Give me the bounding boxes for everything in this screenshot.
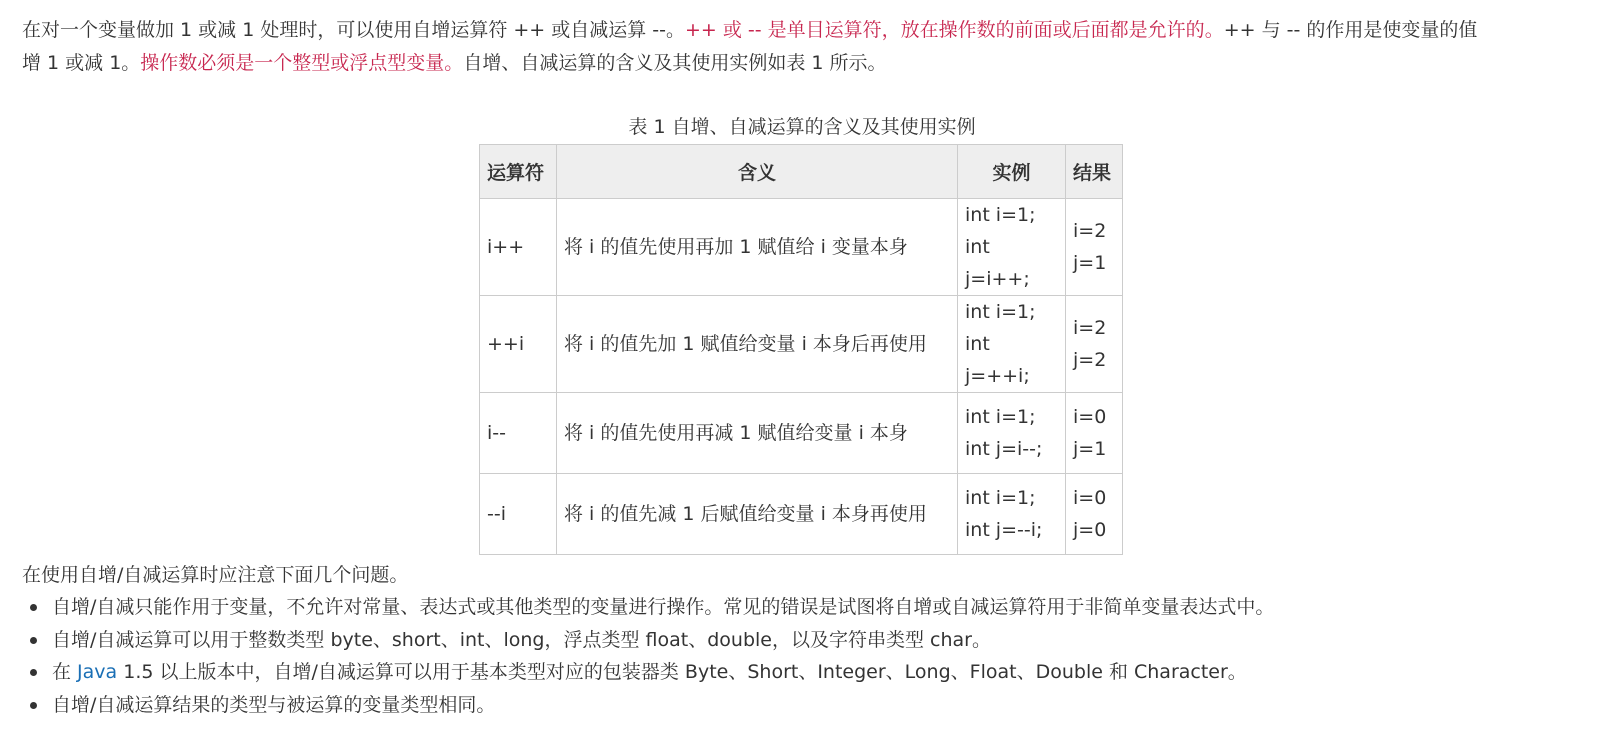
result-line: i=2 xyxy=(1073,317,1107,339)
header-meaning: 含义 xyxy=(557,145,958,199)
header-example: 实例 xyxy=(958,145,1066,199)
list-item xyxy=(22,591,1274,624)
note-text: 1.5 以上版本中，自增/自减运算可以用于基本类型对应的包装器类 Byte、Short、Integer、Long、Float、Double 和 Character。 xyxy=(117,661,1247,683)
intro-text: ++ 与 -- 的作用是使变量的值 xyxy=(1223,19,1478,41)
table-row xyxy=(480,474,1123,555)
bullet-icon xyxy=(30,637,37,644)
header-result: 结果 xyxy=(1066,145,1123,199)
intro-paragraph xyxy=(22,14,1613,80)
intro-highlight: 操作数必须是一个整型或浮点型变量。 xyxy=(140,52,464,74)
result-line: i=0 xyxy=(1073,487,1107,509)
result-line: j=1 xyxy=(1073,252,1107,274)
example-line: int i=1; xyxy=(965,487,1036,509)
example-line: int j=i++; xyxy=(965,236,1030,290)
cell-operator: i-- xyxy=(480,393,557,474)
note-text: 自增/自减只能作用于变量，不允许对常量、表达式或其他类型的变量进行操作。常见的错误是试图将自增或自减运算符用于非简单变量表达式中。 xyxy=(52,596,1275,618)
bullet-icon xyxy=(30,604,37,611)
cell-meaning: 将 i 的值先使用再减 1 赋值给变量 i 本身 xyxy=(557,393,958,474)
cell-result xyxy=(1066,296,1123,393)
intro-line-1 xyxy=(22,14,1613,47)
example-line: int i=1; xyxy=(965,301,1036,323)
operator-table xyxy=(479,144,1123,555)
note-text: 在 xyxy=(52,661,78,683)
result-line: j=1 xyxy=(1073,438,1107,460)
java-link[interactable]: Java xyxy=(77,661,118,683)
table-caption: 表 1 自增、自减运算的含义及其使用实例 xyxy=(628,116,976,138)
cell-operator: i++ xyxy=(480,199,557,296)
table-row xyxy=(480,296,1123,393)
intro-text: 自增、自减运算的含义及其使用实例如表 1 所示。 xyxy=(463,52,887,74)
cell-result xyxy=(1066,199,1123,296)
list-item xyxy=(22,656,1274,689)
example-line: int i=1; xyxy=(965,406,1036,428)
notes-heading: 在使用自增/自减运算时应注意下面几个问题。 xyxy=(22,564,409,586)
result-line: j=2 xyxy=(1073,349,1107,371)
cell-meaning: 将 i 的值先使用再加 1 赋值给 i 变量本身 xyxy=(557,199,958,296)
bullet-icon xyxy=(30,669,37,676)
cell-example xyxy=(958,296,1066,393)
bullet-icon xyxy=(30,702,37,709)
intro-text: 在对一个变量做加 1 或减 1 处理时，可以使用自增运算符 ++ 或自减运算 --。 xyxy=(22,19,686,41)
cell-example xyxy=(958,393,1066,474)
intro-highlight: ++ 或 -- 是单目运算符，放在操作数的前面或后面都是允许的。 xyxy=(685,19,1224,41)
result-line: i=2 xyxy=(1073,220,1107,242)
table-row xyxy=(480,393,1123,474)
note-text: 自增/自减运算可以用于整数类型 byte、short、int、long，浮点类型 float、double，以及字符串类型 char。 xyxy=(52,628,991,651)
list-item xyxy=(22,624,1274,657)
cell-operator: --i xyxy=(480,474,557,555)
intro-line-2 xyxy=(22,47,1613,80)
list-item xyxy=(22,689,1274,722)
cell-example xyxy=(958,199,1066,296)
cell-result xyxy=(1066,474,1123,555)
table-row xyxy=(480,199,1123,296)
notes-list xyxy=(22,591,1274,721)
example-line: int j=--i; xyxy=(965,519,1043,541)
intro-text: 增 1 或减 1。 xyxy=(22,52,141,74)
note-text: 自增/自减运算结果的类型与被运算的变量类型相同。 xyxy=(52,693,496,716)
cell-example xyxy=(958,474,1066,555)
header-operator: 运算符 xyxy=(480,145,557,199)
cell-meaning: 将 i 的值先减 1 后赋值给变量 i 本身再使用 xyxy=(557,474,958,555)
result-line: i=0 xyxy=(1073,406,1107,428)
cell-meaning: 将 i 的值先加 1 赋值给变量 i 本身后再使用 xyxy=(557,296,958,393)
table-header-row xyxy=(480,145,1123,199)
example-line: int j=i--; xyxy=(965,438,1043,460)
example-line: int i=1; xyxy=(965,204,1036,226)
cell-operator: ++i xyxy=(480,296,557,393)
example-line: int j=++i; xyxy=(965,333,1030,387)
result-line: j=0 xyxy=(1073,519,1107,541)
cell-result xyxy=(1066,393,1123,474)
